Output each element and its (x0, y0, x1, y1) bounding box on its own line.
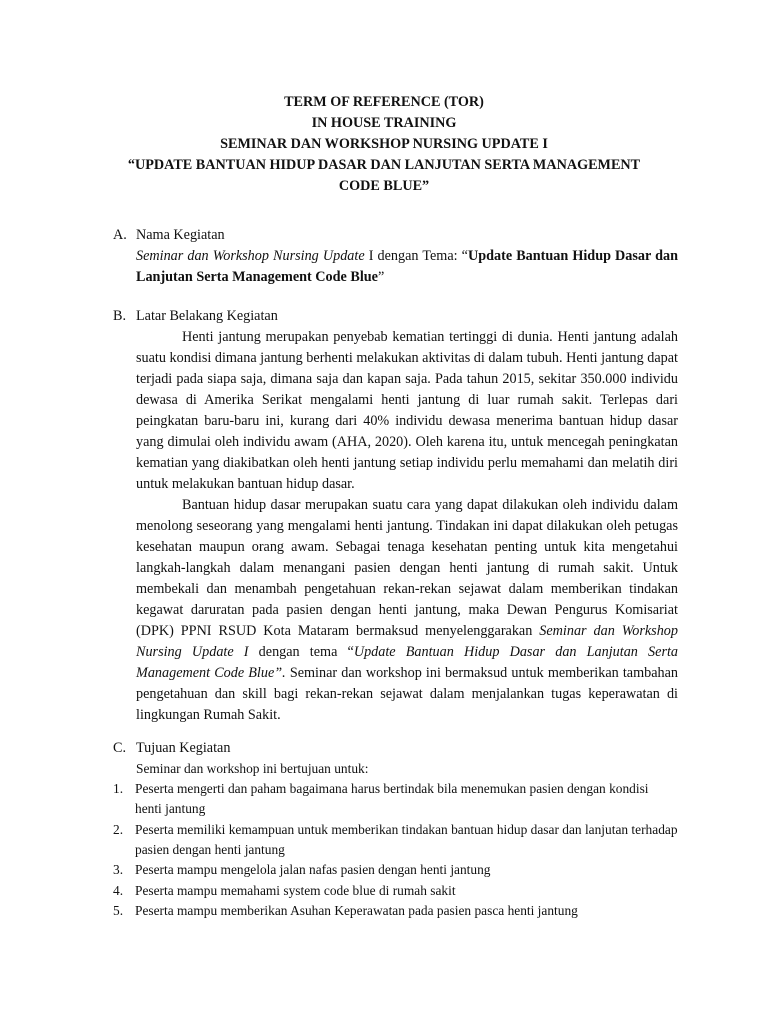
list-item (113, 820, 678, 860)
para2-italic-event: Seminar dan Workshop Nursing Update I (136, 623, 678, 660)
objectives-list (113, 779, 678, 921)
list-item-number: 3. (113, 862, 124, 877)
list-item-number: 4. (113, 882, 124, 898)
document-title (90, 92, 678, 197)
section-b (113, 306, 678, 726)
section-a-title: Nama Kegiatan (136, 227, 225, 243)
title-line-5: CODE BLUE” (338, 178, 430, 194)
para2-part-a: Bantuan hidup dasar merupakan suatu cara yang dapat dilakukan oleh individu dalam menolong seseorang yang mengalami henti jantung. Tindakan ini dapat dilakukan oleh petugas kesehatan maupun orang awam. Sebagai tenaga kesehatan penting untuk kita mengetahui langkah-langkah dalam menangani pasien dengan henti jantung di rumah sakit. Untuk membekali dan menambah pengetahuan rekan-rekan sejawat dalam memberikan tindakan kegawat daruratan pada pasien dengan henti jantung, maka Dewan Pengurus Komisariat (DPK) PPNI RSUD Kota Mataram bermaksud menyelenggarakan (136, 497, 678, 639)
section-b-letter: B. (113, 308, 127, 324)
title-line-3: SEMINAR DAN WORKSHOP NURSING UPDATE I (220, 136, 548, 152)
background-paragraph-2 (136, 495, 678, 726)
title-line-1: TERM OF REFERENCE (TOR) (284, 94, 484, 110)
title-line-4: “UPDATE BANTUAN HIDUP DASAR DAN LANJUTAN SERTA MANAGEMENT (127, 157, 641, 173)
list-item (113, 860, 678, 880)
activity-name-mid: I dengan Tema: “ (364, 248, 468, 264)
section-a-heading (113, 225, 678, 246)
list-item-text: Peserta mengerti dan paham bagaimana harus bertindak bila menemukan pasien dengan kondisi henti jantung (135, 781, 649, 816)
list-item-number: 5. (113, 903, 124, 918)
list-item (113, 901, 678, 921)
activity-theme: Update Bantuan Hidup Dasar dan Lanjutan Serta Management Code Blue (136, 248, 679, 285)
section-b-heading (113, 306, 678, 327)
para2-part-c: Seminar dan workshop ini bermaksud untuk memberikan tambahan pengetahuan dan skill bagi rekan-rekan sejawat dalam menjalankan tugas keperawatan di lingkungan Rumah Sakit. (136, 665, 678, 723)
list-item (113, 779, 678, 819)
section-b-title: Latar Belakang Kegiatan (136, 308, 278, 324)
list-item-number: 2. (113, 821, 124, 837)
list-item (113, 881, 678, 901)
list-item-text: Peserta mampu memberikan Asuhan Keperawatan pada pasien pasca henti jantung (135, 903, 578, 918)
para2-part-b: dengan tema “ (248, 644, 354, 660)
list-item-text: Peserta memiliki kemampuan untuk memberikan tindakan bantuan hidup dasar dan lanjutan terhadap pasien dengan henti jantung (135, 821, 678, 857)
list-item-number: 1. (113, 781, 124, 796)
section-a (113, 225, 678, 288)
section-a-letter: A. (113, 227, 127, 243)
section-c-title: Tujuan Kegiatan (136, 740, 231, 756)
background-paragraph-1: Henti jantung merupakan penyebab kematian tertinggi di dunia. Henti jantung adalah suatu kondisi dimana jantung berhenti melakukan aktivitas di dalam tubuh. Henti jantung dapat terjadi pada siapa saja, dimana saja dan kapan saja. Pada tahun 2015, sekitar 350.000 individu dewasa di Amerika Serikat mengalami henti jantung di luar rumah sakit. Terlepas dari peingkatan baru-baru ini, kurang dari 40% individu dewasa menerima bantuan hidup dasar yang dimulai oleh individu awam (AHA, 2020). Oleh karena itu, untuk mencegah peningkatan kematian yang diakibatkan oleh henti jantung setiap individu perlu memahami dan melatih diri untuk melakukan bantuan hidup dasar. (136, 329, 678, 492)
list-item-text: Peserta mampu memahami system code blue di rumah sakit (135, 882, 456, 898)
para2-italic-theme: Update Bantuan Hidup Dasar dan Lanjutan Serta Management Code Blue”. (136, 644, 678, 681)
title-line-2: IN HOUSE TRAINING (311, 115, 457, 131)
activity-theme-close: ” (377, 269, 385, 285)
objectives-intro: Seminar dan workshop ini bertujuan untuk: (136, 761, 369, 776)
section-c-letter: C. (113, 740, 127, 756)
section-c-heading (113, 738, 678, 759)
list-item-text: Peserta mampu mengelola jalan nafas pasien dengan henti jantung (135, 862, 491, 877)
activity-name-italic: Seminar dan Workshop Nursing Update (136, 248, 365, 264)
section-a-body (136, 246, 678, 288)
section-c (113, 738, 678, 922)
